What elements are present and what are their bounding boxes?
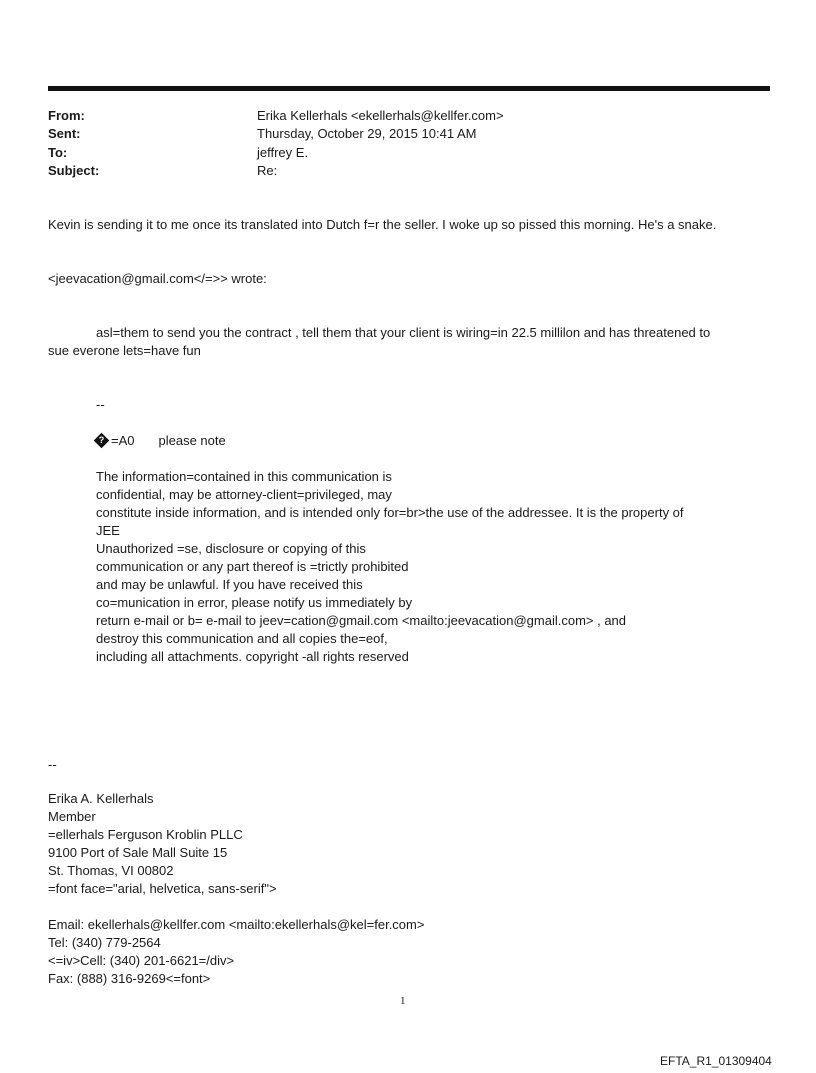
to-value: jeffrey E.: [257, 145, 309, 160]
contact-tel: Tel: (340) 779-2564: [48, 935, 161, 950]
note-text: please note: [158, 433, 226, 448]
disclaimer-line: confidential, may be attorney-client=privileged, may: [96, 487, 392, 502]
note-line: [96, 432, 226, 450]
from-label: From:: [48, 108, 85, 123]
page-number: 1: [400, 995, 406, 1007]
quoted-attribution: <jeevacation@gmail.com</=>> wrote:: [48, 271, 267, 286]
subject-value: Re:: [257, 163, 278, 178]
note-prefix: =A0: [111, 433, 135, 448]
signature-line: =ellerhals Ferguson Kroblin PLLC: [48, 827, 243, 842]
sent-label: Sent:: [48, 126, 81, 141]
signature-dash: --: [48, 757, 57, 772]
quoted-line-2: sue everone lets=have fun: [48, 343, 201, 358]
signature-line: Member: [48, 809, 96, 824]
to-label: To:: [48, 145, 68, 160]
disclaimer-line: return e-mail or b= e-mail to jeev=cation@gmail.com <mailto:jeevacation@gmail.com> , and: [96, 613, 627, 628]
disclaimer-line: JEE: [96, 523, 120, 538]
disclaimer-line: communication or any part thereof is =trictly prohibited: [96, 559, 409, 574]
disclaimer-line: including all attachments. copyright -all rights reserved: [96, 649, 409, 664]
quoted-line-1: asl=them to send you the contract , tell them that your client is wiring=in 22.5 millilon and has threatened to: [96, 325, 711, 340]
disclaimer-line: The information=contained in this communication is: [96, 469, 392, 484]
disclaimer-line: constitute inside information, and is intended only for=br>the use of the addressee. It is the property of: [96, 505, 684, 520]
reply-text: Kevin is sending it to me once its translated into Dutch f=r the seller. I woke up so pissed this morning. He's a snake.: [48, 217, 717, 232]
contact-email: Email: ekellerhals@kellfer.com <mailto:ekellerhals@kel=fer.com>: [48, 917, 425, 932]
signature-line: 9100 Port of Sale Mall Suite 15: [48, 845, 228, 860]
contact-cell: <=iv>Cell: (340) 201-6621=/div>: [48, 953, 235, 968]
signature-line: =font face="arial, helvetica, sans-serif">: [48, 881, 277, 896]
separator-dash: --: [96, 397, 105, 412]
document-id: EFTA_R1_01309404: [660, 1054, 772, 1068]
signature-line: St. Thomas, VI 00802: [48, 863, 174, 878]
signature-line: Erika A. Kellerhals: [48, 791, 154, 806]
disclaimer-line: Unauthorized =se, disclosure or copying of this: [96, 541, 366, 556]
replacement-character-icon: ?: [94, 433, 110, 449]
subject-label: Subject:: [48, 163, 100, 178]
from-value: Erika Kellerhals <ekellerhals@kellfer.com>: [257, 108, 504, 123]
header-divider: [48, 86, 770, 91]
disclaimer-line: destroy this communication and all copies the=eof,: [96, 631, 388, 646]
disclaimer-line: and may be unlawful. If you have received this: [96, 577, 363, 592]
disclaimer-line: co=munication in error, please notify us immediately by: [96, 595, 413, 610]
contact-fax: Fax: (888) 316-9269<=font>: [48, 971, 211, 986]
sent-value: Thursday, October 29, 2015 10:41 AM: [257, 126, 477, 141]
